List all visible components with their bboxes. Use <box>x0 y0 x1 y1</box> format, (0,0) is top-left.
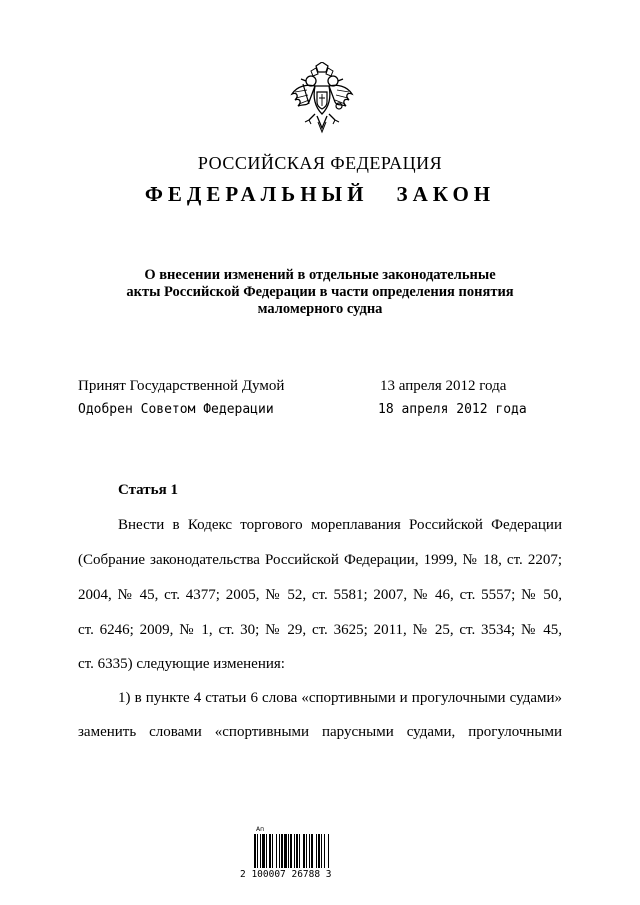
article-text-line: 1) в пункте 4 статьи 6 слова «спортивными и прогулочными судами» <box>118 690 562 706</box>
barcode-bar <box>279 834 280 868</box>
barcode-bar <box>318 834 320 868</box>
article-text-line: (Собрание законодательства Российской Федерации, 1999, № 18, ст. 2207; <box>78 552 562 568</box>
barcode-bar <box>260 834 261 868</box>
article-text-line: заменить словами «спортивными парусными судами, прогулочными <box>78 724 562 740</box>
barcode-bar <box>272 834 273 868</box>
barcode-bar <box>284 834 287 868</box>
barcode-bar <box>296 834 298 868</box>
adoption-council-label: Одобрен Советом Федерации <box>78 402 274 417</box>
barcode-bar <box>309 834 310 868</box>
barcode-number: 2 100007 26788 3 <box>240 869 332 880</box>
barcode-bar <box>257 834 258 868</box>
barcode-icon <box>252 834 362 870</box>
barcode-bar <box>328 834 329 868</box>
barcode-bar <box>290 834 292 868</box>
barcode-bar <box>281 834 283 868</box>
adoption-council-date: 18 апреля 2012 года <box>378 402 527 417</box>
barcode-mark: Ап <box>256 826 265 833</box>
barcode-bar <box>299 834 300 868</box>
country-name: РОССИЙСКАЯ ФЕДЕРАЦИЯ <box>197 153 443 173</box>
barcode-bar <box>324 834 325 868</box>
barcode-bar <box>303 834 305 868</box>
barcode-bar <box>288 834 289 868</box>
barcode-bar <box>311 834 313 868</box>
law-title <box>100 267 540 318</box>
article-text-line: Внести в Кодекс торгового мореплавания Российской Федерации <box>118 517 562 533</box>
article-text-line: 2004, № 45, ст. 4377; 2005, № 52, ст. 5581; 2007, № 46, ст. 5557; № 50, <box>78 587 562 603</box>
law-kind-heading <box>0 182 640 207</box>
barcode-bar <box>316 834 317 868</box>
barcode-bar <box>266 834 267 868</box>
barcode-bar <box>269 834 271 868</box>
law-kind-word-federal: ФЕДЕРАЛЬНЫЙ <box>144 182 369 206</box>
document-barcode <box>240 826 362 880</box>
law-title-line: акты Российской Федерации в части определения понятия <box>126 284 514 300</box>
barcode-bar <box>276 834 277 868</box>
barcode-bar <box>262 834 265 868</box>
article-text-line: ст. 6246; 2009, № 1, ст. 30; № 29, ст. 3625; 2011, № 25, ст. 3534; № 45, <box>78 622 562 638</box>
barcode-bar <box>294 834 295 868</box>
barcode-bar <box>321 834 322 868</box>
adoption-duma-date: 13 апреля 2012 года <box>380 378 507 394</box>
law-title-line: О внесении изменений в отдельные законодательные <box>144 267 496 283</box>
russian-coat-of-arms-icon <box>289 62 355 134</box>
barcode-bar <box>254 834 256 868</box>
adoption-duma-label: Принят Государственной Думой <box>78 378 285 394</box>
article-text-line: ст. 6335) следующие изменения: <box>78 656 285 672</box>
article-heading: Статья 1 <box>118 482 178 498</box>
law-title-line: маломерного судна <box>257 301 383 317</box>
barcode-bar <box>306 834 307 868</box>
law-kind-word-law: ЗАКОН <box>396 182 496 206</box>
